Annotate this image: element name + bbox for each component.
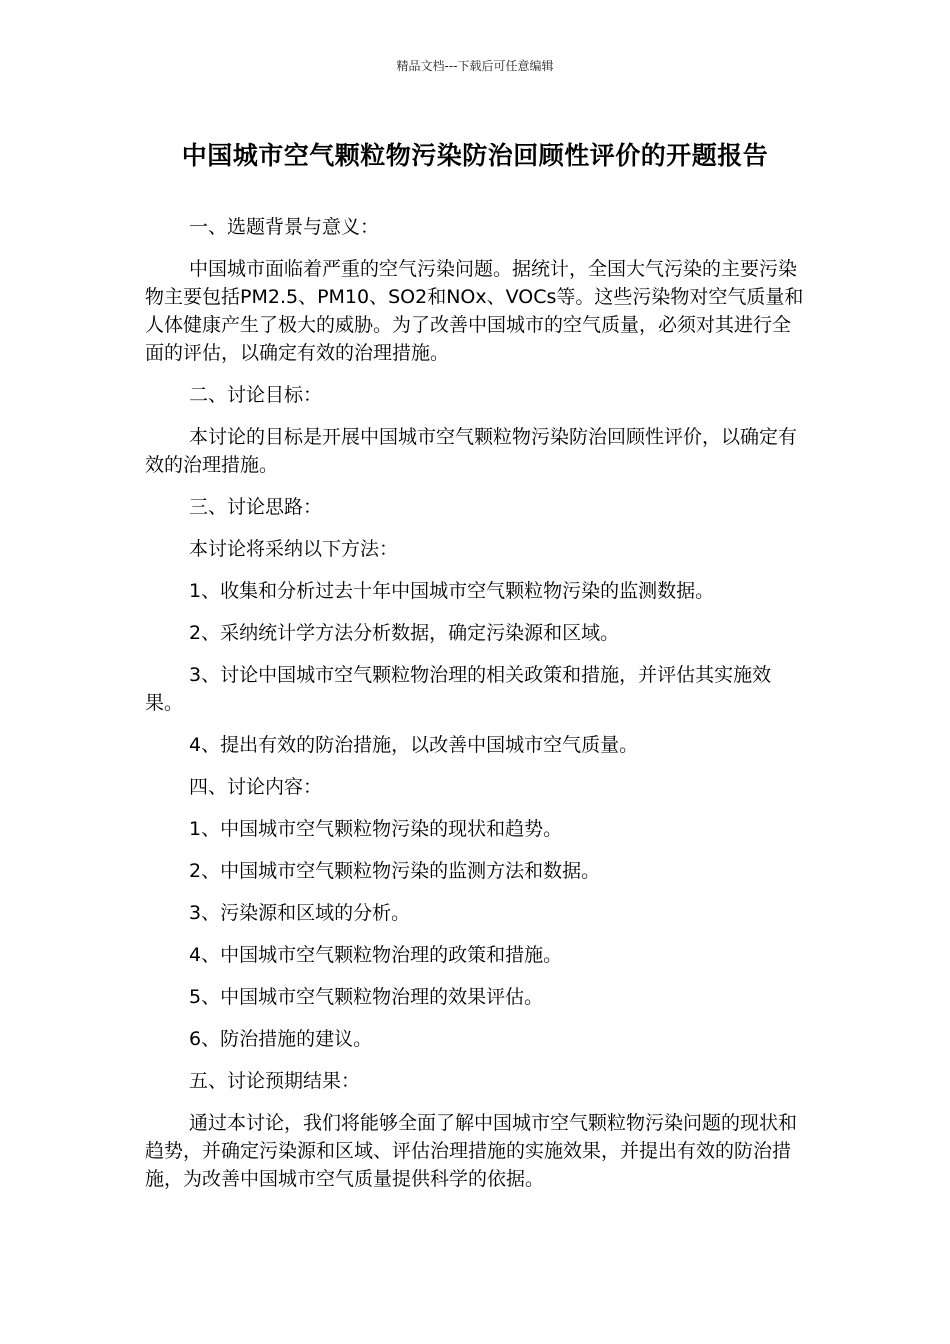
paragraph-background: 中国城市面临着严重的空气污染问题。据统计，全国大气污染的主要污染物主要包括PM2.5、PM10、SO2和NOx、VOCs等。这些污染物对空气质量和人体健康产生了极大的威胁。为了改善中国城市的空气质量，必须对其进行全面的评估，以确定有效的治理措施。	[145, 258, 804, 364]
header-note: 精品文档---下载后可任意编辑	[396, 59, 554, 73]
document-title: 中国城市空气颗粒物污染防治回顾性评价的开题报告	[181, 141, 769, 170]
paragraph-goal: 本讨论的目标是开展中国城市空气颗粒物污染防治回顾性评价，以确定有效的治理措施。	[145, 426, 798, 476]
section-heading-content: 四、讨论内容：	[189, 776, 323, 798]
list-item-approach-1: 1、收集和分析过去十年中国城市空气颗粒物污染的监测数据。	[189, 580, 715, 602]
list-item-content-3: 3、污染源和区域的分析。	[189, 902, 411, 924]
section-heading-background: 一、选题背景与意义：	[189, 216, 380, 238]
section-heading-approach: 三、讨论思路：	[189, 496, 323, 518]
list-item-content-4: 4、中国城市空气颗粒物治理的政策和措施。	[189, 944, 563, 966]
list-item-approach-4: 4、提出有效的防治措施，以改善中国城市空气质量。	[189, 734, 639, 756]
list-item-content-2: 2、中国城市空气颗粒物污染的监测方法和数据。	[189, 860, 601, 882]
list-item-approach-3: 3、讨论中国城市空气颗粒物治理的相关政策和措施，并评估其实施效果。	[145, 664, 772, 714]
list-item-content-6: 6、防治措施的建议。	[189, 1028, 373, 1050]
paragraph-results: 通过本讨论，我们将能够全面了解中国城市空气颗粒物污染问题的现状和趋势，并确定污染源和区域、评估治理措施的实施效果，并提出有效的防治措施，为改善中国城市空气质量提供科学的依据。	[145, 1112, 798, 1190]
list-item-content-5: 5、中国城市空气颗粒物治理的效果评估。	[189, 986, 544, 1008]
section-heading-results: 五、讨论预期结果：	[189, 1070, 361, 1092]
section-heading-goal: 二、讨论目标：	[189, 384, 323, 406]
paragraph-approach-intro: 本讨论将采纳以下方法：	[189, 538, 399, 560]
list-item-content-1: 1、中国城市空气颗粒物污染的现状和趋势。	[189, 818, 563, 840]
list-item-approach-2: 2、采纳统计学方法分析数据，确定污染源和区域。	[189, 622, 620, 644]
document-body	[145, 213, 807, 1207]
